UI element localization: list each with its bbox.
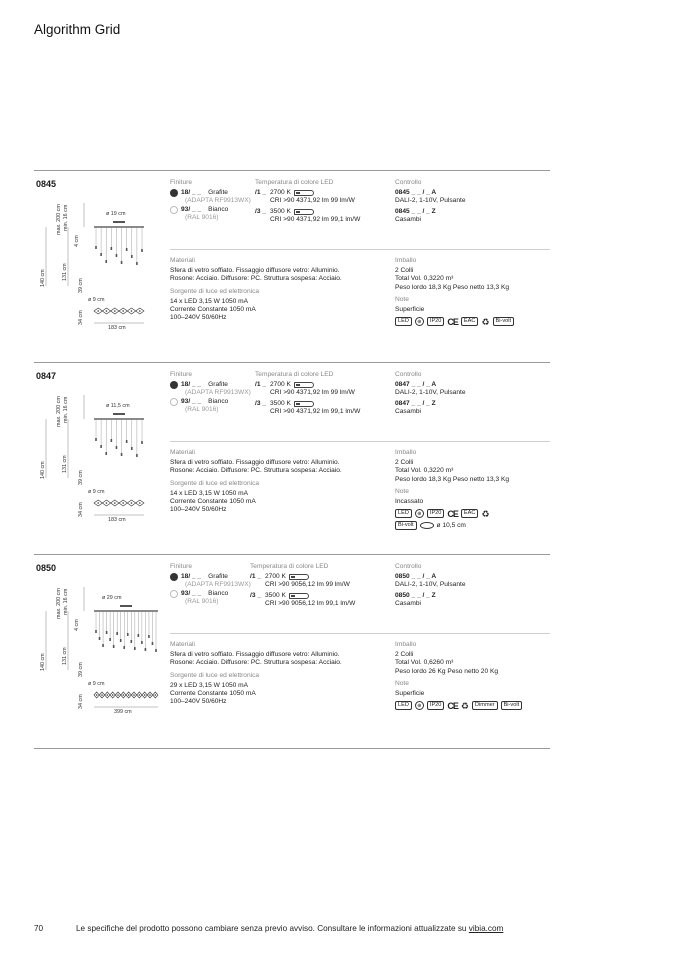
badge-led: LED bbox=[395, 509, 412, 518]
finish-ref: (RAL 9016) bbox=[185, 597, 219, 605]
finish-name: Bianco bbox=[208, 397, 229, 405]
dim-width: 399 cm bbox=[114, 709, 132, 715]
dim-39: 39 cm bbox=[78, 278, 84, 293]
dim-34: 34 cm bbox=[78, 502, 84, 517]
temp-code: /1 _ bbox=[250, 573, 261, 581]
finish-name: Bianco bbox=[208, 205, 229, 213]
packaging-line: Total Vol. 0,3220 m³ bbox=[395, 467, 454, 475]
section-divider bbox=[170, 441, 550, 442]
packaging-line: Peso lordo 18,3 Kg Peso netto 13,3 Kg bbox=[395, 475, 510, 483]
temp-code: /1 _ bbox=[255, 381, 266, 389]
temp-kelvin: 3500 K bbox=[265, 591, 286, 599]
badge-bi-volt: Bi-volt bbox=[395, 521, 417, 530]
badge-led: LED bbox=[395, 317, 412, 326]
temperature-header: Temperatura di colore LED bbox=[255, 179, 334, 186]
dim-total-height: 140 cm bbox=[40, 269, 46, 287]
product-block-0847 bbox=[34, 362, 550, 552]
page-number: 70 bbox=[34, 924, 44, 933]
temp-code: /3 _ bbox=[255, 399, 266, 407]
dim-total-height: 140 cm bbox=[40, 461, 46, 479]
section-divider bbox=[170, 633, 550, 634]
finish-option bbox=[170, 590, 256, 606]
ce-mark-icon: CE bbox=[447, 316, 458, 327]
control-header: Controllo bbox=[395, 371, 422, 378]
temp-detail: CRI >90 4371,92 lm 99,1 lm/W bbox=[270, 215, 361, 223]
recessed-hole-icon bbox=[420, 522, 434, 529]
packaging-section bbox=[395, 449, 545, 530]
materials-line: Rosone: Acciaio. Diffusore: PC. Struttura sospesa: Acciaio. bbox=[170, 467, 342, 475]
finish-name: Grafite bbox=[208, 189, 228, 197]
note-value: Superficie bbox=[395, 690, 425, 698]
finish-name: Bianco bbox=[208, 589, 229, 597]
finish-ref: (ADAPTA RF9913WX) bbox=[185, 389, 251, 397]
dim-total-height: 140 cm bbox=[40, 653, 46, 671]
badge-eac: EAC bbox=[461, 317, 479, 326]
finish-option bbox=[170, 189, 256, 205]
section-divider bbox=[170, 249, 550, 250]
temp-detail: CRI >90 9056,12 lm 99 lm/W bbox=[265, 581, 350, 589]
bulb-icon bbox=[289, 593, 309, 599]
control-code: 0845 _ _ / _ A bbox=[395, 189, 437, 197]
temperature-section bbox=[250, 563, 380, 610]
note-value: Superficie bbox=[395, 306, 425, 314]
control-option bbox=[395, 592, 545, 608]
dim-diameter-top: ø 29 cm bbox=[102, 595, 122, 601]
dim-39: 39 cm bbox=[78, 662, 84, 677]
bottom-divider bbox=[34, 748, 550, 749]
control-code: 0850 _ _ / _ Z bbox=[395, 591, 436, 599]
bulb-icon bbox=[294, 209, 314, 215]
source-line: Corrente Constante 1050 mA bbox=[170, 690, 256, 698]
finishes-section bbox=[170, 371, 256, 414]
source-line: 29 x LED 3,15 W 1050 mA bbox=[170, 681, 249, 689]
badge-ip20: IP20 bbox=[427, 701, 445, 710]
bulb-icon bbox=[294, 401, 314, 407]
certification-icons bbox=[395, 509, 545, 518]
product-block-0850 bbox=[34, 554, 550, 744]
finish-code: 18/ _ _ bbox=[181, 573, 202, 581]
product-block-0845 bbox=[34, 170, 550, 360]
temp-option bbox=[250, 573, 380, 589]
dimmable-icon: ⊕ bbox=[415, 701, 424, 710]
temp-detail: CRI >90 9056,12 lm 99,1 lm/W bbox=[265, 599, 356, 607]
dim-34: 34 cm bbox=[78, 694, 84, 709]
dim-max-height: max. 200 cm bbox=[56, 204, 62, 235]
materials-section bbox=[170, 449, 390, 514]
dim-canopy: 4 cm bbox=[74, 619, 80, 631]
materials-header: Materiali bbox=[170, 257, 195, 264]
badge-ip20: IP20 bbox=[427, 317, 445, 326]
page-title: Algorithm Grid bbox=[34, 22, 121, 37]
source-line: 14 x LED 3,15 W 1050 mA bbox=[170, 489, 249, 497]
control-header: Controllo bbox=[395, 563, 422, 570]
control-code: 0847 _ _ / _ A bbox=[395, 381, 437, 389]
temp-detail: CRI >90 4371,92 lm 99 lm/W bbox=[270, 389, 355, 397]
temp-kelvin: 2700 K bbox=[265, 573, 286, 581]
badge-bi-volt: Bi-volt bbox=[493, 317, 515, 326]
materials-section bbox=[170, 641, 390, 706]
temp-option bbox=[255, 189, 385, 205]
dim-131: 131 cm bbox=[62, 263, 68, 281]
source-header: Sorgente di luce ed elettronica bbox=[170, 479, 260, 487]
source-line: Corrente Constante 1050 mA bbox=[170, 498, 256, 506]
finish-ref: (ADAPTA RF9913WX) bbox=[185, 581, 251, 589]
temperature-section bbox=[255, 179, 385, 226]
finish-code: 93/ _ _ bbox=[181, 397, 202, 405]
materials-header: Materiali bbox=[170, 449, 195, 456]
recycle-icon: ♻ bbox=[460, 700, 469, 711]
dim-max-height: max. 200 cm bbox=[56, 588, 62, 619]
temp-kelvin: 2700 K bbox=[270, 189, 291, 197]
bulb-icon bbox=[294, 190, 314, 196]
temp-option bbox=[250, 592, 380, 608]
temperature-header: Temperatura di colore LED bbox=[255, 371, 334, 378]
source-header: Sorgente di luce ed elettronica bbox=[170, 287, 260, 295]
temp-kelvin: 3500 K bbox=[270, 399, 291, 407]
badge-led: LED bbox=[395, 701, 412, 710]
finish-name: Grafite bbox=[208, 381, 228, 389]
temp-code: /3 _ bbox=[255, 207, 266, 215]
temp-code: /3 _ bbox=[250, 591, 261, 599]
packaging-line: Peso lordo 26 Kg Peso netto 20 Kg bbox=[395, 667, 499, 675]
note-header: Note bbox=[395, 295, 409, 303]
footer-disclaimer: Le specifiche del prodotto possono cambiare senza previo avviso. Consultare le informazioni attualizzate su vibia.com bbox=[76, 924, 504, 933]
recycle-icon: ♻ bbox=[481, 508, 490, 519]
badge-dimmer: Dimmer bbox=[472, 701, 498, 710]
control-desc: Casambi bbox=[395, 215, 422, 223]
finish-swatch bbox=[170, 206, 178, 214]
source-line: 100–240V 50/60Hz bbox=[170, 698, 227, 706]
materials-line: Sfera di vetro soffiato. Fissaggio diffusore vetro: Alluminio. bbox=[170, 267, 340, 275]
control-option bbox=[395, 189, 545, 205]
temp-detail: CRI >90 4371,92 lm 99 lm/W bbox=[270, 197, 355, 205]
dim-diameter-top: ø 11,5 cm bbox=[106, 403, 130, 409]
finish-option bbox=[170, 398, 256, 414]
badge-bi-volt: Bi-volt bbox=[501, 701, 523, 710]
control-option bbox=[395, 381, 545, 397]
dim-min-height: min. 16 cm bbox=[63, 396, 69, 423]
source-header: Sorgente di luce ed elettronica bbox=[170, 671, 260, 679]
finishes-header: Finiture bbox=[170, 563, 192, 570]
materials-line: Sfera di vetro soffiato. Fissaggio diffusore vetro: Alluminio. bbox=[170, 459, 340, 467]
note-header: Note bbox=[395, 679, 409, 687]
temp-detail: CRI >90 4371,92 lm 99,1 lm/W bbox=[270, 407, 361, 415]
dim-min-height: min. 16 cm bbox=[63, 588, 69, 615]
note-header: Note bbox=[395, 487, 409, 495]
materials-section bbox=[170, 257, 390, 322]
dim-131: 131 cm bbox=[62, 455, 68, 473]
materials-line: Rosone: Acciaio. Diffusore: PC. Struttura sospesa: Acciaio. bbox=[170, 275, 342, 283]
bulb-icon bbox=[289, 574, 309, 580]
dim-diameter-bottom: ø 9 cm bbox=[88, 297, 105, 303]
dimmable-icon: ⊕ bbox=[415, 317, 424, 326]
badge-eac: EAC bbox=[461, 509, 479, 518]
temp-option bbox=[255, 400, 385, 416]
source-line: 100–240V 50/60Hz bbox=[170, 314, 227, 322]
materials-line: Rosone: Acciaio. Diffusore: PC. Struttura sospesa: Acciaio. bbox=[170, 659, 342, 667]
source-line: Corrente Constante 1050 mA bbox=[170, 306, 256, 314]
note-value: Incassato bbox=[395, 498, 424, 506]
control-code: 0845 _ _ / _ Z bbox=[395, 207, 436, 215]
dimmable-icon: ⊕ bbox=[415, 509, 424, 518]
dim-131: 131 cm bbox=[62, 647, 68, 665]
install-extras bbox=[395, 521, 545, 530]
temperature-header: Temperatura di colore LED bbox=[250, 563, 329, 570]
recycle-icon: ♻ bbox=[481, 316, 490, 327]
control-option bbox=[395, 208, 545, 224]
packaging-line: Total Vol. 0,6260 m³ bbox=[395, 659, 454, 667]
dim-width: 183 cm bbox=[108, 517, 126, 523]
temp-kelvin: 3500 K bbox=[270, 207, 291, 215]
packaging-line: 2 Colli bbox=[395, 267, 414, 275]
control-code: 0850 _ _ / _ A bbox=[395, 573, 437, 581]
packaging-section bbox=[395, 641, 545, 710]
dim-diameter-top: ø 19 cm bbox=[106, 211, 126, 217]
finish-swatch bbox=[170, 189, 178, 197]
temp-code: /1 _ bbox=[255, 189, 266, 197]
finishes-section bbox=[170, 563, 256, 606]
dimension-labels bbox=[34, 383, 164, 553]
finish-ref: (RAL 9016) bbox=[185, 213, 219, 221]
dim-39: 39 cm bbox=[78, 470, 84, 485]
bulb-icon bbox=[294, 382, 314, 388]
control-section bbox=[395, 371, 545, 418]
footer-link[interactable]: vibia.com bbox=[468, 924, 504, 933]
control-code: 0847 _ _ / _ Z bbox=[395, 399, 436, 407]
dim-canopy: 4 cm bbox=[74, 235, 80, 247]
finish-code: 18/ _ _ bbox=[181, 189, 202, 197]
certification-icons bbox=[395, 701, 545, 710]
control-header: Controllo bbox=[395, 179, 422, 186]
finish-swatch bbox=[170, 381, 178, 389]
hole-diameter: ø 10,5 cm bbox=[436, 521, 466, 529]
product-code: 0850 bbox=[36, 563, 57, 573]
finish-code: 93/ _ _ bbox=[181, 589, 202, 597]
materials-header: Materiali bbox=[170, 641, 195, 648]
control-option bbox=[395, 573, 545, 589]
temp-option bbox=[255, 381, 385, 397]
dim-diameter-bottom: ø 9 cm bbox=[88, 681, 105, 687]
finish-option bbox=[170, 381, 256, 397]
temperature-section bbox=[255, 371, 385, 418]
control-section bbox=[395, 179, 545, 226]
dimension-labels bbox=[34, 575, 164, 745]
control-desc: DALI-2, 1-10V, Pulsante bbox=[395, 197, 466, 205]
packaging-section bbox=[395, 257, 545, 326]
dim-width: 183 cm bbox=[108, 325, 126, 331]
control-section bbox=[395, 563, 545, 610]
certification-icons bbox=[395, 317, 545, 326]
ce-mark-icon: CE bbox=[447, 508, 458, 519]
source-line: 100–240V 50/60Hz bbox=[170, 506, 227, 514]
finish-code: 18/ _ _ bbox=[181, 381, 202, 389]
finish-swatch bbox=[170, 573, 178, 581]
dimension-labels bbox=[34, 191, 164, 361]
finish-code: 93/ _ _ bbox=[181, 205, 202, 213]
control-desc: DALI-2, 1-10V, Pulsante bbox=[395, 581, 466, 589]
finishes-header: Finiture bbox=[170, 371, 192, 378]
temp-option bbox=[255, 208, 385, 224]
ce-mark-icon: CE bbox=[447, 700, 458, 711]
temp-kelvin: 2700 K bbox=[270, 381, 291, 389]
materials-line: Sfera di vetro soffiato. Fissaggio diffusore vetro: Alluminio. bbox=[170, 651, 340, 659]
finish-name: Grafite bbox=[208, 573, 228, 581]
packaging-header: Imballo bbox=[395, 641, 417, 648]
control-desc: Casambi bbox=[395, 407, 422, 415]
finishes-header: Finiture bbox=[170, 179, 192, 186]
packaging-header: Imballo bbox=[395, 449, 417, 456]
finish-option bbox=[170, 206, 256, 222]
source-line: 14 x LED 3,15 W 1050 mA bbox=[170, 297, 249, 305]
finish-option bbox=[170, 573, 256, 589]
product-code: 0845 bbox=[36, 179, 57, 189]
control-desc: DALI-2, 1-10V, Pulsante bbox=[395, 389, 466, 397]
dim-max-height: max. 200 cm bbox=[56, 396, 62, 427]
product-code: 0847 bbox=[36, 371, 57, 381]
finish-ref: (ADAPTA RF9913WX) bbox=[185, 197, 251, 205]
finish-swatch bbox=[170, 398, 178, 406]
packaging-line: Peso lordo 18,3 Kg Peso netto 13,3 Kg bbox=[395, 283, 510, 291]
badge-ip20: IP20 bbox=[427, 509, 445, 518]
packaging-line: 2 Colli bbox=[395, 651, 414, 659]
finish-ref: (RAL 9016) bbox=[185, 405, 219, 413]
finishes-section bbox=[170, 179, 256, 222]
packaging-line: 2 Colli bbox=[395, 459, 414, 467]
control-desc: Casambi bbox=[395, 599, 422, 607]
dim-min-height: min. 16 cm bbox=[63, 204, 69, 231]
finish-swatch bbox=[170, 590, 178, 598]
dim-diameter-bottom: ø 9 cm bbox=[88, 489, 105, 495]
control-option bbox=[395, 400, 545, 416]
dim-34: 34 cm bbox=[78, 310, 84, 325]
packaging-line: Total Vol. 0,3220 m³ bbox=[395, 275, 454, 283]
packaging-header: Imballo bbox=[395, 257, 417, 264]
